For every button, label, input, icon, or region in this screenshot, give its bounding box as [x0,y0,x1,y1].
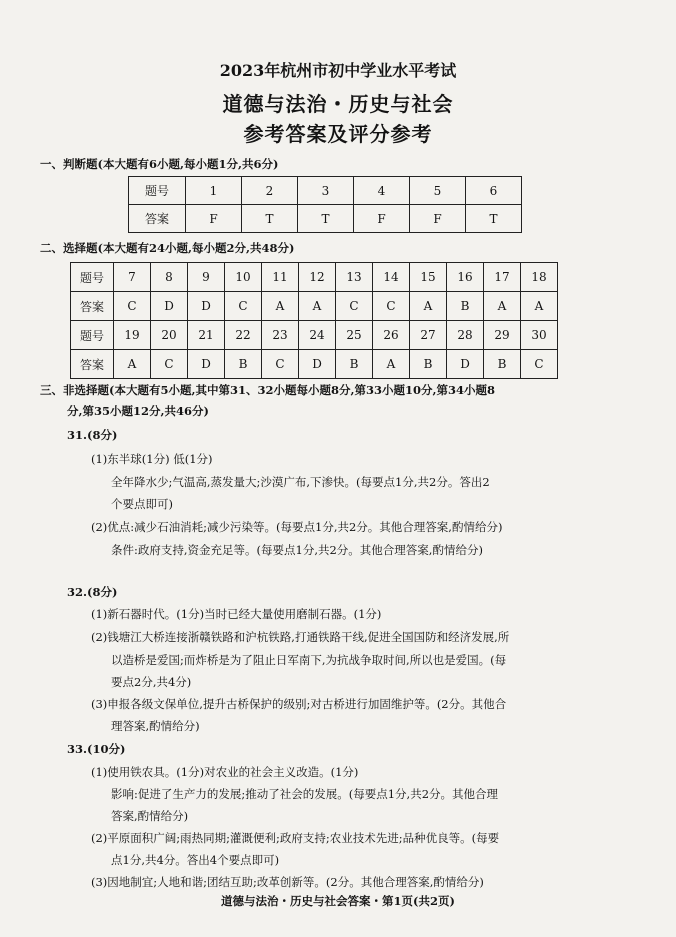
q31-line4: (2)优点:减少石油消耗;减少污染等。(每要点1分,共2分。其他合理答案,酌情给分) [91,520,503,534]
number-cell: 17 [484,263,521,292]
answer-cell: C [114,292,151,321]
q32-line5: (3)申报各级文保单位,提升古桥保护的级别;对古桥进行加固维护等。(2分。其他合 [91,697,507,711]
answer-cell: B [484,350,521,379]
answer-cell: B [447,292,484,321]
q33-line4: (2)平原面积广阔;雨热同期;灌溉便利;政府支持;农业技术先进;品种优良等。(每要 [91,831,500,845]
answer-cell: C [225,292,262,321]
number-cell: 24 [299,321,336,350]
answer-cell: C [521,350,558,379]
number-cell: 1 [186,177,242,205]
q32-line6: 理答案,酌情给分) [111,719,200,733]
answer-cell: C [151,350,188,379]
answer-cell: T [466,205,522,233]
number-cell: 29 [484,321,521,350]
table-row [71,263,558,292]
answer-cell: T [298,205,354,233]
table-row [129,205,522,233]
number-cell: 16 [447,263,484,292]
q32-line4: 要点2分,共4分) [111,675,192,689]
number-cell: 7 [114,263,151,292]
q32-title: 32.(8分) [67,585,118,599]
table-row [71,292,558,321]
q31-line5: 条件:政府支持,资金充足等。(每要点1分,共2分。其他合理答案,酌情给分) [111,543,483,557]
answer-cell: D [151,292,188,321]
number-cell: 5 [410,177,466,205]
number-cell: 4 [354,177,410,205]
answer-cell: A [262,292,299,321]
answer-cell: A [484,292,521,321]
answer-cell: D [188,350,225,379]
answer-cell: A [410,292,447,321]
number-cell: 22 [225,321,262,350]
q31-line2: 全年降水少;气温高,蒸发量大;沙漠广布,下渗快。(每要点1分,共2分。答出2 [111,475,490,489]
q32-line2: (2)钱塘江大桥连接浙赣铁路和沪杭铁路,打通铁路干线,促进全国国防和经济发展,所 [91,630,510,644]
answer-cell: D [447,350,484,379]
number-cell: 27 [410,321,447,350]
q33-line1: (1)使用铁农具。(1分)对农业的社会主义改造。(1分) [91,765,359,779]
number-cell: 11 [262,263,299,292]
number-cell: 30 [521,321,558,350]
choice-answer-table [70,262,558,379]
number-cell: 10 [225,263,262,292]
page-footer: 道德与法治・历史与社会答案・第1页(共2页) [221,894,455,908]
part2-heading: 二、选择题(本大题有24小题,每小题2分,共48分) [40,241,295,255]
number-cell: 2 [242,177,298,205]
part3-heading-line1: 三、非选择题(本大题有5小题,其中第31、32小题每小题8分,第33小题10分,第34小题8 [40,383,495,397]
number-cell: 18 [521,263,558,292]
answer-cell: B [336,350,373,379]
number-cell: 12 [299,263,336,292]
answer-cell: D [188,292,225,321]
number-cell: 6 [466,177,522,205]
number-cell: 21 [188,321,225,350]
table-row [129,177,522,205]
number-cell: 14 [373,263,410,292]
q31-line1: (1)东半球(1分) 低(1分) [91,452,213,466]
number-cell: 28 [447,321,484,350]
answer-cell: D [299,350,336,379]
q32-line1: (1)新石器时代。(1分)当时已经大量使用磨制石器。(1分) [91,607,382,621]
answer-cell: B [225,350,262,379]
q33-line3: 答案,酌情给分) [111,809,189,823]
answer-cell: F [186,205,242,233]
header-cell: 答案 [71,292,114,321]
exam-title: 2023年杭州市初中学业水平考试 [219,61,457,80]
header-cell: 题号 [129,177,186,205]
part1-heading: 一、判断题(本大题有6小题,每小题1分,共6分) [40,157,279,171]
judgment-answer-table [128,176,522,233]
number-cell: 23 [262,321,299,350]
header-cell: 题号 [71,263,114,292]
number-cell: 20 [151,321,188,350]
number-cell: 3 [298,177,354,205]
number-cell: 25 [336,321,373,350]
subject-title: 道德与法治・历史与社会 [222,92,454,116]
q31-line3: 个要点即可) [111,497,173,511]
answer-cell: F [354,205,410,233]
answer-cell: C [336,292,373,321]
number-cell: 9 [188,263,225,292]
number-cell: 19 [114,321,151,350]
header-cell: 题号 [71,321,114,350]
answer-cell: C [373,292,410,321]
number-cell: 15 [410,263,447,292]
document-title: 参考答案及评分参考 [243,122,433,146]
answer-cell: F [410,205,466,233]
answer-cell: T [242,205,298,233]
q31-title: 31.(8分) [67,428,118,442]
answer-cell: A [299,292,336,321]
part3-heading-line2: 分,第35小题12分,共46分) [67,404,209,418]
table-row [71,321,558,350]
answer-cell: A [114,350,151,379]
number-cell: 26 [373,321,410,350]
number-cell: 8 [151,263,188,292]
q33-line5: 点1分,共4分。答出4个要点即可) [111,853,280,867]
answer-cell: C [262,350,299,379]
answer-cell: A [521,292,558,321]
table-row [71,350,558,379]
header-cell: 答案 [71,350,114,379]
number-cell: 13 [336,263,373,292]
q33-title: 33.(10分) [67,742,126,756]
q33-line2: 影响:促进了生产力的发展;推动了社会的发展。(每要点1分,共2分。其他合理 [111,787,499,801]
answer-cell: A [373,350,410,379]
q33-line6: (3)因地制宜;人地和谐;团结互助;改革创新等。(2分。其他合理答案,酌情给分) [91,875,484,889]
header-cell: 答案 [129,205,186,233]
q32-line3: 以造桥是爱国;而炸桥是为了阻止日军南下,为抗战争取时间,所以也是爱国。(每 [111,653,507,667]
answer-cell: B [410,350,447,379]
